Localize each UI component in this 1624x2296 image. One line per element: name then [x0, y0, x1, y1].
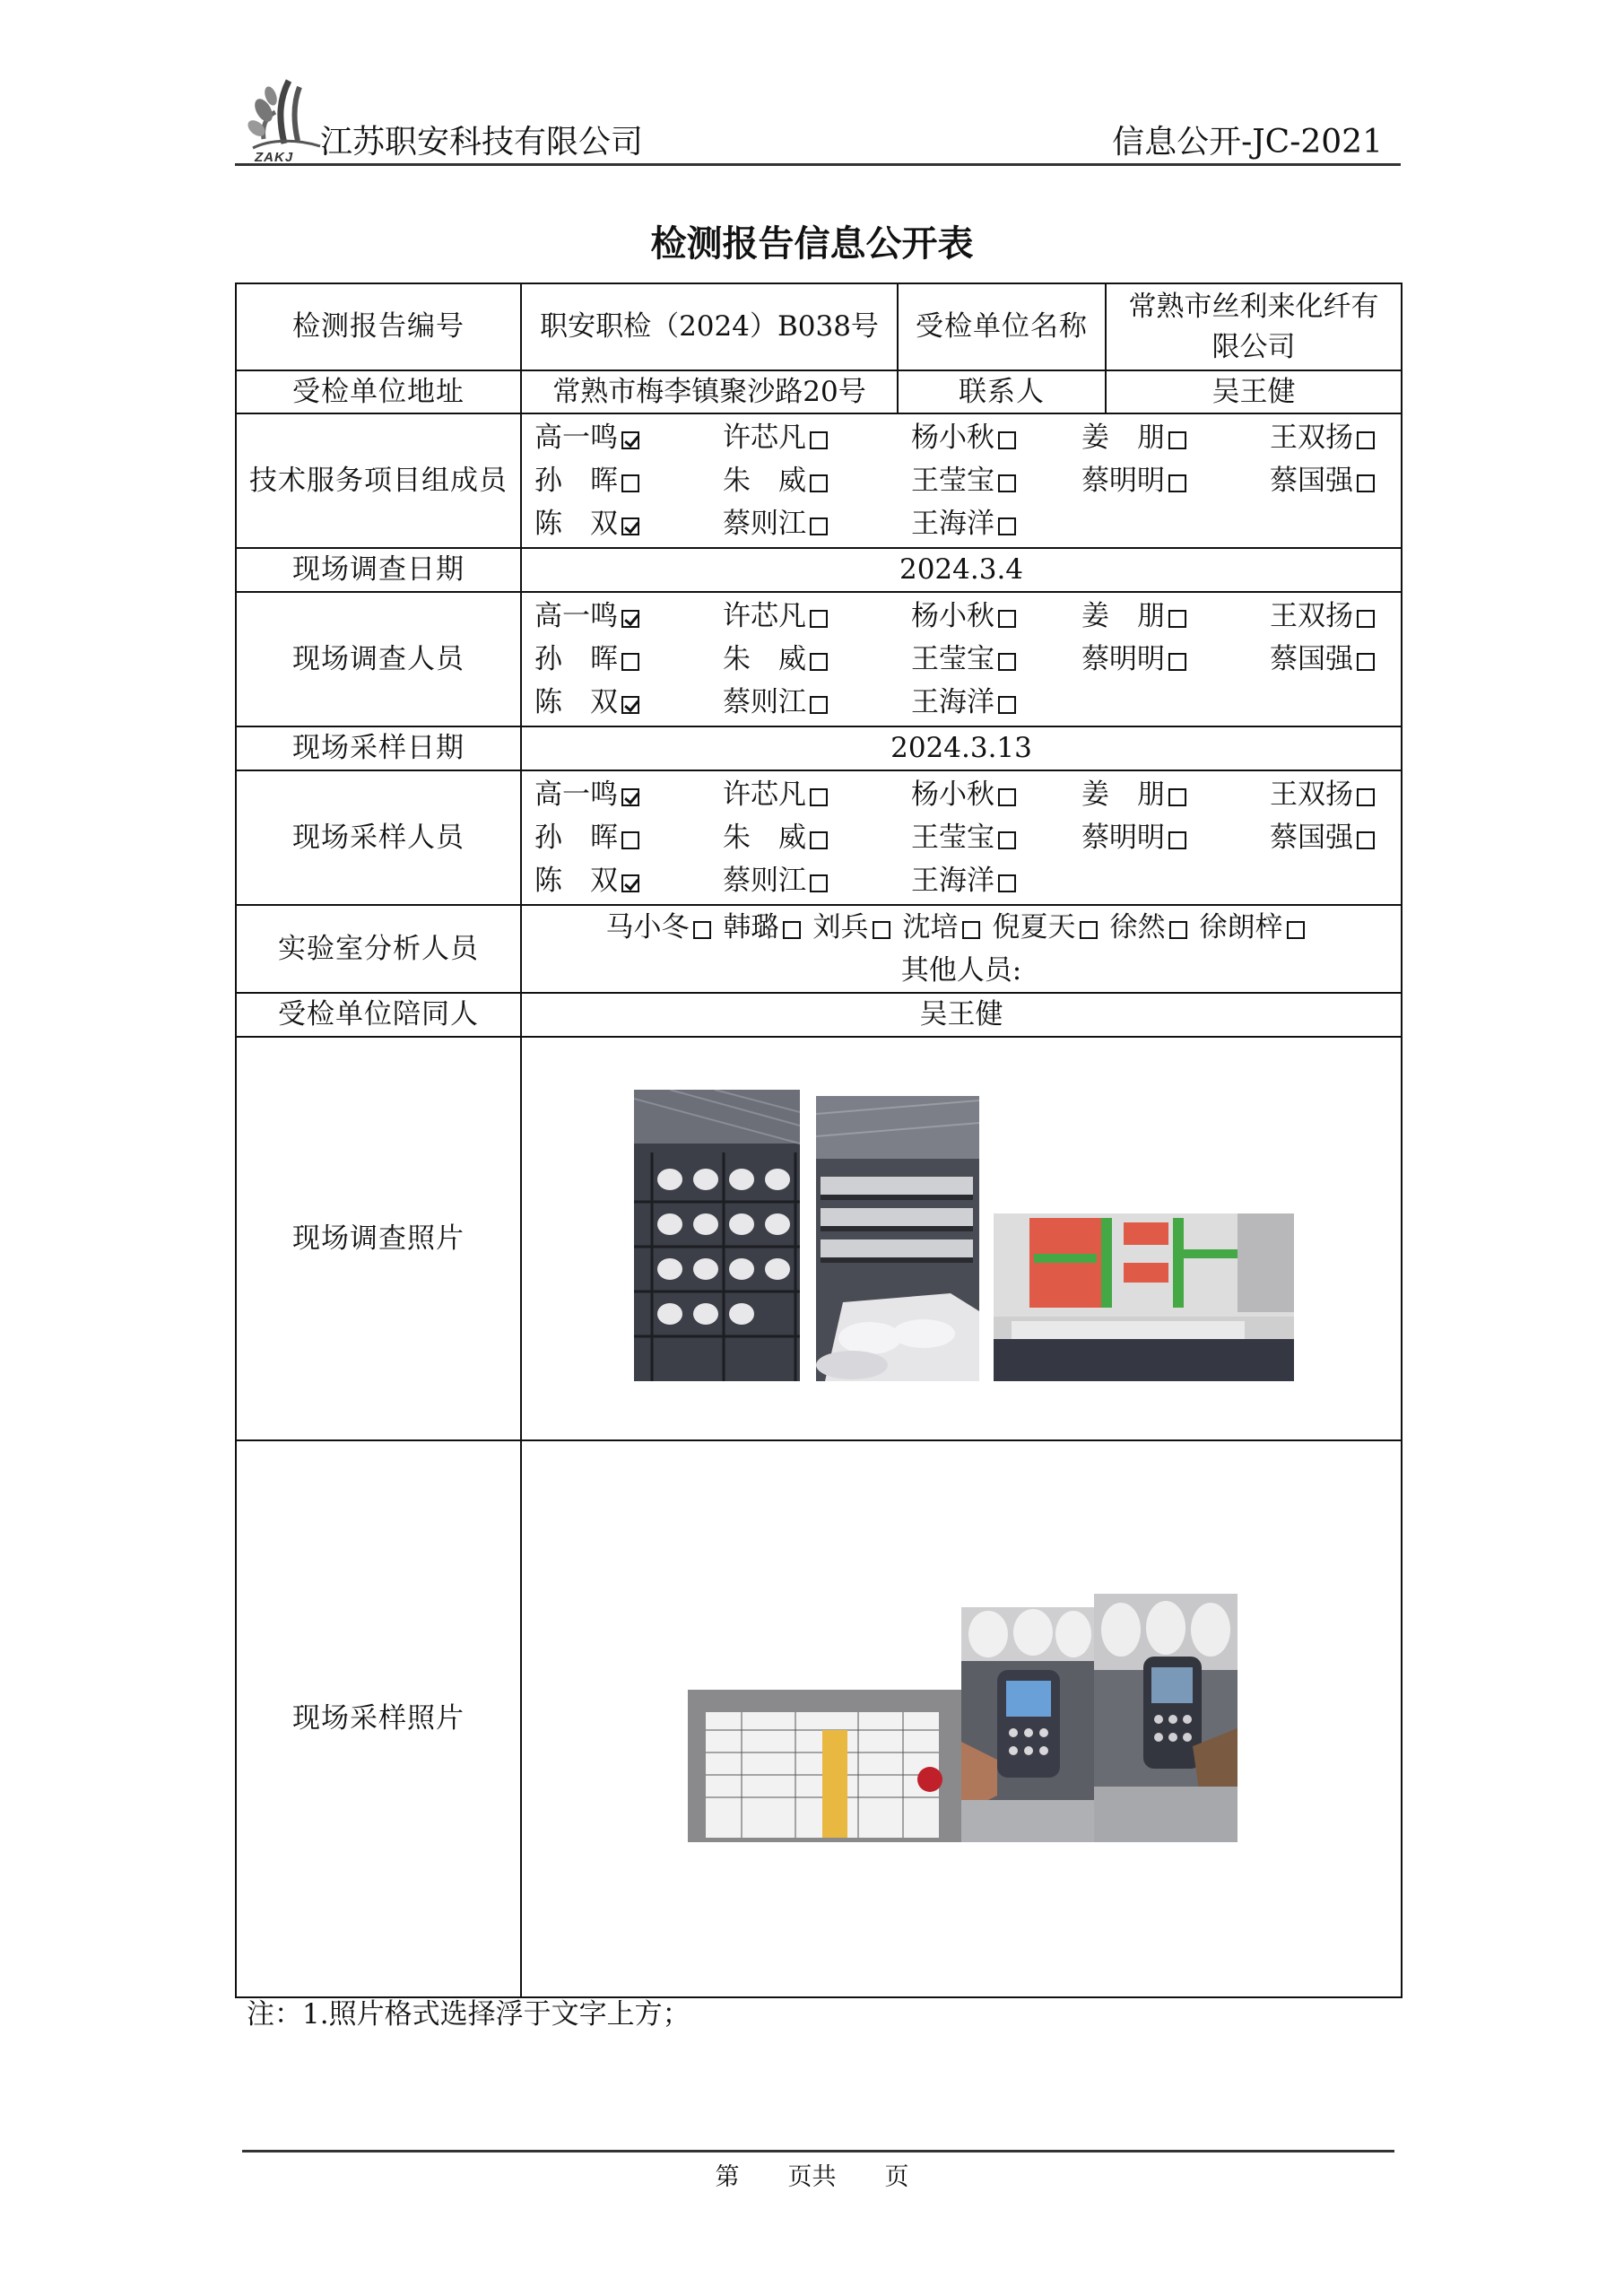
sampling-form-photo [688, 1690, 961, 1842]
page-title: 检测报告信息公开表 [650, 223, 974, 265]
staff-name: 高一鸣 [534, 778, 618, 811]
report-no-value: 职安职检（2024）B038号 [521, 283, 898, 370]
unchecked-checkbox-icon[interactable] [998, 517, 1016, 535]
staff-option [1081, 638, 1270, 681]
staff-name: 陈 双 [534, 686, 618, 718]
unchecked-checkbox-icon[interactable] [810, 653, 828, 671]
staff-option [993, 911, 1098, 944]
unit-name-line: 常熟市丝利来化纤有 [1128, 290, 1379, 323]
staff-name: 徐朗梓 [1199, 911, 1283, 944]
staff-name: 许芯凡 [723, 600, 806, 632]
staff-name: 蔡国强 [1270, 465, 1353, 497]
checked-checkbox-icon[interactable] [621, 610, 639, 628]
staff-name: 朱 威 [723, 465, 806, 497]
table-row [236, 770, 1402, 905]
table-row [236, 548, 1402, 592]
staff-option [1081, 595, 1270, 638]
unchecked-checkbox-icon[interactable] [998, 874, 1016, 892]
staff-option [911, 416, 1081, 459]
warehouse-aisle-photo [816, 1096, 979, 1381]
staff-name: 蔡国强 [1270, 643, 1353, 675]
staff-option [911, 502, 1081, 545]
logo-text: ZAKJ [255, 150, 294, 165]
unchecked-checkbox-icon[interactable] [621, 653, 639, 671]
staff-option [1110, 911, 1187, 944]
unchecked-checkbox-icon[interactable] [810, 696, 828, 714]
report-table [235, 283, 1403, 1998]
staff-option [534, 681, 723, 724]
staff-name: 王海洋 [911, 508, 994, 540]
staff-name: 杨小秋 [911, 422, 994, 454]
unit-name-line: 限公司 [1211, 330, 1296, 363]
unchecked-checkbox-icon[interactable] [1357, 831, 1375, 849]
staff-option [534, 816, 723, 859]
staff-name: 蔡明明 [1081, 465, 1165, 497]
staff-name: 许芯凡 [723, 422, 806, 454]
table-row [236, 726, 1402, 770]
staff-option [1081, 459, 1270, 502]
contact-label: 联系人 [898, 370, 1106, 413]
staff-name: 孙 晖 [534, 465, 618, 497]
sampling-photo-cell [521, 1440, 1402, 1997]
unchecked-checkbox-icon[interactable] [1357, 474, 1375, 492]
staff-option [911, 638, 1081, 681]
staff-name: 朱 威 [723, 822, 806, 854]
unchecked-checkbox-icon[interactable] [998, 696, 1016, 714]
staff-name: 蔡则江 [723, 508, 806, 540]
staff-name: 姜 朋 [1081, 778, 1165, 811]
unit-name-label: 受检单位名称 [898, 283, 1106, 370]
staff-option [903, 911, 980, 944]
staff-option [723, 859, 911, 902]
unchecked-checkbox-icon[interactable] [1169, 921, 1187, 939]
table-row [236, 283, 1402, 370]
checked-checkbox-icon[interactable] [621, 874, 639, 892]
lab-other: 其他人员: [900, 954, 1022, 987]
unchecked-checkbox-icon[interactable] [1080, 921, 1098, 939]
address-label: 受检单位地址 [236, 370, 521, 413]
staff-name: 马小冬 [605, 911, 690, 944]
table-row [236, 905, 1402, 993]
checked-checkbox-icon[interactable] [621, 431, 639, 449]
staff-name: 蔡明明 [1081, 643, 1165, 675]
staff-option [813, 911, 890, 944]
staff-option [534, 416, 723, 459]
checked-checkbox-icon[interactable] [621, 696, 639, 714]
staff-option [1081, 816, 1270, 859]
unchecked-checkbox-icon[interactable] [621, 831, 639, 849]
unchecked-checkbox-icon[interactable] [810, 788, 828, 806]
unit-name-value [1106, 283, 1402, 370]
header-divider [235, 163, 1401, 166]
staff-option [911, 859, 1081, 902]
staff-option [723, 459, 911, 502]
staff-option [1270, 816, 1422, 859]
staff-name: 姜 朋 [1081, 422, 1165, 454]
staff-option [723, 681, 911, 724]
unchecked-checkbox-icon[interactable] [810, 610, 828, 628]
staff-option [534, 459, 723, 502]
staff-name: 杨小秋 [911, 778, 994, 811]
staff-name: 蔡国强 [1270, 822, 1353, 854]
lab-staff-cell [521, 905, 1402, 993]
staff-option [1270, 459, 1422, 502]
unchecked-checkbox-icon[interactable] [998, 653, 1016, 671]
staff-name: 孙 晖 [534, 643, 618, 675]
staff-option [534, 638, 723, 681]
sampling-staff-label: 现场采样人员 [236, 770, 521, 905]
unchecked-checkbox-icon[interactable] [621, 474, 639, 492]
survey-photo-label: 现场调查照片 [236, 1037, 521, 1440]
unchecked-checkbox-icon[interactable] [998, 431, 1016, 449]
staff-option [724, 911, 801, 944]
staff-name: 王海洋 [911, 686, 994, 718]
unchecked-checkbox-icon[interactable] [1357, 610, 1375, 628]
staff-option [1270, 773, 1422, 816]
noise-meter-photo [961, 1607, 1094, 1842]
team-list [522, 414, 1401, 547]
unchecked-checkbox-icon[interactable] [998, 474, 1016, 492]
escort-label: 受检单位陪同人 [236, 993, 521, 1037]
table-row [236, 370, 1402, 413]
team-label: 技术服务项目组成员 [236, 413, 521, 548]
report-no-label: 检测报告编号 [236, 283, 521, 370]
staff-option [534, 595, 723, 638]
unchecked-checkbox-icon[interactable] [1357, 431, 1375, 449]
staff-name: 王莹宝 [911, 465, 994, 497]
staff-option [911, 773, 1081, 816]
staff-option [911, 459, 1081, 502]
sampling-date-label: 现场采样日期 [236, 726, 521, 770]
footnote: 注：1.照片格式选择浮于文字上方； [247, 1998, 690, 2031]
staff-option [911, 816, 1081, 859]
staff-option [1270, 595, 1422, 638]
unchecked-checkbox-icon[interactable] [810, 431, 828, 449]
staff-name: 蔡则江 [723, 686, 806, 718]
staff-name: 王双扬 [1270, 600, 1353, 632]
address-value: 常熟市梅李镇聚沙路20号 [521, 370, 898, 413]
unchecked-checkbox-icon[interactable] [998, 788, 1016, 806]
staff-name: 孙 晖 [534, 822, 618, 854]
unchecked-checkbox-icon[interactable] [1168, 431, 1186, 449]
staff-name: 王双扬 [1270, 778, 1353, 811]
staff-name: 沈培 [902, 911, 959, 944]
staff-option [723, 638, 911, 681]
table-row [236, 592, 1402, 726]
staff-name: 许芯凡 [723, 778, 806, 811]
staff-option [1270, 638, 1422, 681]
unchecked-checkbox-icon[interactable] [810, 517, 828, 535]
staff-option [911, 681, 1081, 724]
staff-option [534, 773, 723, 816]
survey-date-value: 2024.3.4 [521, 548, 1402, 592]
unchecked-checkbox-icon[interactable] [998, 610, 1016, 628]
staff-name: 高一鸣 [534, 600, 618, 632]
unchecked-checkbox-icon[interactable] [810, 874, 828, 892]
staff-option [723, 416, 911, 459]
staff-option [723, 595, 911, 638]
page-header [235, 67, 1401, 170]
survey-photo-cell [521, 1037, 1402, 1440]
staff-name: 王海洋 [911, 865, 994, 897]
survey-date-label: 现场调查日期 [236, 548, 521, 592]
staff-option [723, 773, 911, 816]
document-code: 信息公开-JC-2021 [1112, 124, 1383, 161]
staff-name: 杨小秋 [911, 600, 994, 632]
table-row [236, 1037, 1402, 1440]
staff-name: 徐然 [1109, 911, 1166, 944]
staff-name: 陈 双 [534, 508, 618, 540]
unchecked-checkbox-icon[interactable] [810, 831, 828, 849]
unchecked-checkbox-icon[interactable] [1357, 788, 1375, 806]
unchecked-checkbox-icon[interactable] [1168, 831, 1186, 849]
staff-option [1081, 416, 1270, 459]
staff-option [534, 859, 723, 902]
company-logo [244, 76, 323, 166]
staff-name: 高一鸣 [534, 422, 618, 454]
staff-name: 倪夏天 [992, 911, 1076, 944]
contact-value: 吴王健 [1106, 370, 1402, 413]
staff-name: 王双扬 [1270, 422, 1353, 454]
unchecked-checkbox-icon[interactable] [1357, 653, 1375, 671]
staff-option [723, 502, 911, 545]
staff-option [606, 911, 711, 944]
unchecked-checkbox-icon[interactable] [1168, 474, 1186, 492]
staff-name: 陈 双 [534, 865, 618, 897]
sampling-date-value: 2024.3.13 [521, 726, 1402, 770]
unchecked-checkbox-icon[interactable] [1168, 653, 1186, 671]
staff-name: 王莹宝 [911, 822, 994, 854]
staff-name: 蔡明明 [1081, 822, 1165, 854]
company-name: 江苏职安科技有限公司 [320, 124, 644, 161]
staff-option [723, 816, 911, 859]
staff-name: 韩璐 [723, 911, 779, 944]
lab-staff-list [522, 906, 1401, 949]
staff-option [1081, 773, 1270, 816]
staff-name: 姜 朋 [1081, 600, 1165, 632]
unchecked-checkbox-icon[interactable] [783, 921, 801, 939]
survey-staff-list [522, 593, 1401, 726]
leaf-logo-icon [244, 76, 325, 152]
staff-option [1270, 416, 1422, 459]
escort-value: 吴王健 [521, 993, 1402, 1037]
sampling-photo-label: 现场采样照片 [236, 1440, 521, 1997]
checked-checkbox-icon[interactable] [621, 517, 639, 535]
risk-map-photo [994, 1213, 1294, 1381]
table-row [236, 1440, 1402, 1997]
staff-name: 蔡则江 [723, 865, 806, 897]
staff-option [1200, 911, 1305, 944]
staff-option [911, 595, 1081, 638]
warehouse-shelves-photo [634, 1090, 800, 1381]
staff-option [534, 502, 723, 545]
unchecked-checkbox-icon[interactable] [1168, 610, 1186, 628]
table-row [236, 993, 1402, 1037]
unchecked-checkbox-icon[interactable] [1287, 921, 1305, 939]
lab-label: 实验室分析人员 [236, 905, 521, 993]
unchecked-checkbox-icon[interactable] [693, 921, 711, 939]
unchecked-checkbox-icon[interactable] [998, 831, 1016, 849]
unchecked-checkbox-icon[interactable] [873, 921, 890, 939]
staff-name: 刘兵 [812, 911, 869, 944]
unchecked-checkbox-icon[interactable] [1168, 788, 1186, 806]
staff-name: 朱 威 [723, 643, 806, 675]
unchecked-checkbox-icon[interactable] [810, 474, 828, 492]
survey-staff-label: 现场调查人员 [236, 592, 521, 726]
sampling-staff-list [522, 771, 1401, 904]
unchecked-checkbox-icon[interactable] [962, 921, 980, 939]
checked-checkbox-icon[interactable] [621, 788, 639, 806]
table-row [236, 413, 1402, 548]
noise-meter-photo [1094, 1594, 1238, 1842]
staff-name: 王莹宝 [911, 643, 994, 675]
footer-divider [242, 2150, 1394, 2152]
page-footer: 第 页共 页 [715, 2163, 909, 2191]
